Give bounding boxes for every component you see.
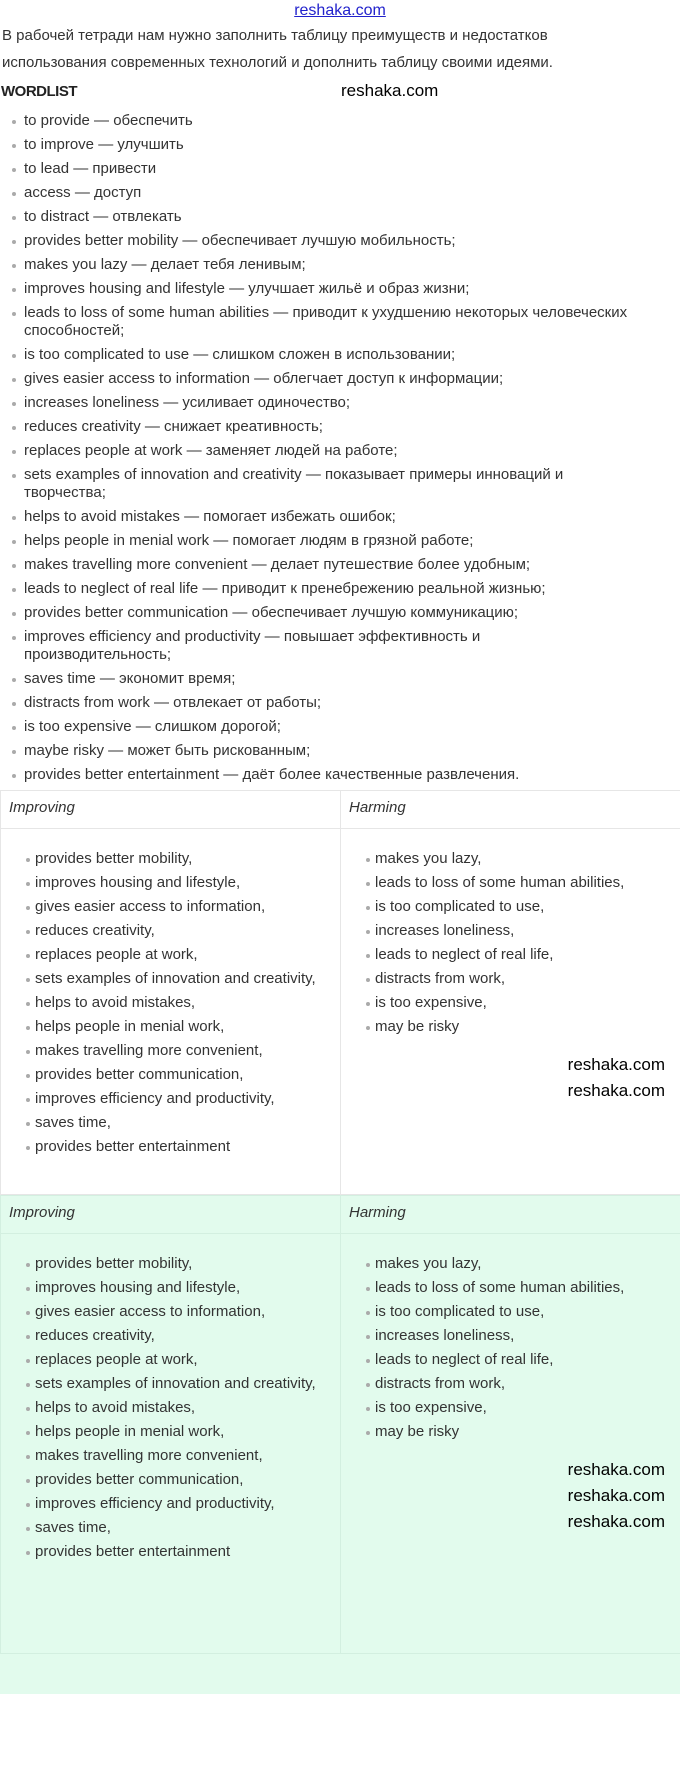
watermark: reshaka.com <box>567 1460 665 1479</box>
list-item: reduces creativity, <box>24 1327 331 1345</box>
list-item: access — доступ <box>10 184 630 202</box>
improving-header: Improving <box>1 791 341 829</box>
list-item: makes travelling more convenient, <box>24 1447 331 1465</box>
list-item: sets examples of innovation and creativity — показывает примеры инноваций и творчества; <box>10 466 630 502</box>
list-item: may be risky <box>364 1423 671 1441</box>
watermark: reshaka.com <box>567 1055 665 1074</box>
list-item: saves time — экономит время; <box>10 670 630 688</box>
list-item: replaces people at work, <box>24 1351 331 1369</box>
wordlist <box>10 112 630 784</box>
harming-list <box>342 830 679 1036</box>
list-item: provides better communication, <box>24 1471 331 1489</box>
list-item: saves time, <box>24 1519 331 1537</box>
list-item: increases loneliness, <box>364 922 671 940</box>
list-item: gives easier access to information, <box>24 898 331 916</box>
list-item: to provide — обеспечить <box>10 112 630 130</box>
list-item: makes you lazy, <box>364 850 671 868</box>
bottom-fill <box>0 1654 680 1694</box>
list-item: leads to neglect of real life, <box>364 1351 671 1369</box>
list-item: is too expensive, <box>364 1399 671 1417</box>
harming-header: Harming <box>341 791 680 829</box>
list-item: helps to avoid mistakes — помогает избежать ошибок; <box>10 508 630 526</box>
list-item: improves efficiency and productivity, <box>24 1495 331 1513</box>
list-item: may be risky <box>364 1018 671 1036</box>
list-item: provides better entertainment <box>24 1543 331 1561</box>
list-item: replaces people at work, <box>24 946 331 964</box>
list-item: reduces creativity, <box>24 922 331 940</box>
improving-list <box>2 830 339 1156</box>
list-item: provides better mobility, <box>24 850 331 868</box>
improving-header: Improving <box>1 1196 341 1234</box>
harming-list <box>342 1235 679 1441</box>
top-link[interactable]: reshaka.com <box>294 2 386 19</box>
list-item: provides better mobility, <box>24 1255 331 1273</box>
list-item: makes travelling more convenient, <box>24 1042 331 1060</box>
list-item: makes you lazy — делает тебя ленивым; <box>10 256 630 274</box>
watermark-group <box>342 1447 679 1535</box>
list-item: to improve — улучшить <box>10 136 630 154</box>
intro-text: В рабочей тетради нам нужно заполнить таблицу преимуществ и недостатков использования современных технологий и дополнить таблицу своими идеями. <box>2 27 553 71</box>
list-item: distracts from work — отвлекает от работы; <box>10 694 630 712</box>
watermark-group <box>342 1042 679 1104</box>
list-item: reduces creativity — снижает креативность; <box>10 418 630 436</box>
list-item: gives easier access to information — облегчает доступ к информации; <box>10 370 630 388</box>
list-item: provides better entertainment — даёт более качественные развлечения. <box>10 766 630 784</box>
list-item: to lead — привести <box>10 160 630 178</box>
list-item: provides better entertainment <box>24 1138 331 1156</box>
list-item: helps to avoid mistakes, <box>24 994 331 1012</box>
list-item: is too complicated to use, <box>364 1303 671 1321</box>
list-item: leads to loss of some human abilities — приводит к ухудшению некоторых человеческих способностей; <box>10 304 630 340</box>
list-item: makes you lazy, <box>364 1255 671 1273</box>
table-improving-harming-highlighted <box>0 1195 680 1654</box>
list-item: helps people in menial work, <box>24 1018 331 1036</box>
list-item: provides better mobility — обеспечивает лучшую мобильность; <box>10 232 630 250</box>
list-item: leads to neglect of real life, <box>364 946 671 964</box>
watermark: reshaka.com <box>567 1486 665 1505</box>
list-item: provides better communication, <box>24 1066 331 1084</box>
list-item: sets examples of innovation and creativity, <box>24 1375 331 1393</box>
list-item: saves time, <box>24 1114 331 1132</box>
list-item: leads to loss of some human abilities, <box>364 1279 671 1297</box>
watermark: reshaka.com <box>567 1081 665 1100</box>
list-item: to distract — отвлекать <box>10 208 630 226</box>
list-item: sets examples of innovation and creativity, <box>24 970 331 988</box>
list-item: is too expensive — слишком дорогой; <box>10 718 630 736</box>
list-item: leads to neglect of real life — приводит к пренебрежению реальной жизнью; <box>10 580 630 598</box>
watermark: reshaka.com <box>567 1512 665 1531</box>
list-item: improves housing and lifestyle — улучшает жильё и образ жизни; <box>10 280 630 298</box>
list-item: improves housing and lifestyle, <box>24 1279 331 1297</box>
wordlist-title: WORDLIST <box>1 82 77 100</box>
list-item: gives easier access to information, <box>24 1303 331 1321</box>
list-item: helps people in menial work — помогает людям в грязной работе; <box>10 532 630 550</box>
table-improving-harming <box>0 790 680 1195</box>
list-item: improves housing and lifestyle, <box>24 874 331 892</box>
list-item: increases loneliness — усиливает одиночество; <box>10 394 630 412</box>
list-item: makes travelling more convenient — делает путешествие более удобным; <box>10 556 630 574</box>
wordlist-header-row <box>0 78 680 104</box>
harming-header: Harming <box>341 1196 680 1234</box>
list-item: maybe risky — может быть рискованным; <box>10 742 630 760</box>
list-item: distracts from work, <box>364 1375 671 1393</box>
list-item: distracts from work, <box>364 970 671 988</box>
list-item: is too complicated to use — слишком сложен в использовании; <box>10 346 630 364</box>
list-item: helps to avoid mistakes, <box>24 1399 331 1417</box>
list-item: is too expensive, <box>364 994 671 1012</box>
list-item: improves efficiency and productivity, <box>24 1090 331 1108</box>
list-item: is too complicated to use, <box>364 898 671 916</box>
list-item: provides better communication — обеспечивает лучшую коммуникацию; <box>10 604 630 622</box>
watermark: reshaka.com <box>341 81 439 100</box>
list-item: leads to loss of some human abilities, <box>364 874 671 892</box>
improving-list <box>2 1235 339 1561</box>
list-item: increases loneliness, <box>364 1327 671 1345</box>
list-item: helps people in menial work, <box>24 1423 331 1441</box>
list-item: improves efficiency and productivity — повышает эффективность и производительность; <box>10 628 630 664</box>
list-item: replaces people at work — заменяет людей на работе; <box>10 442 630 460</box>
